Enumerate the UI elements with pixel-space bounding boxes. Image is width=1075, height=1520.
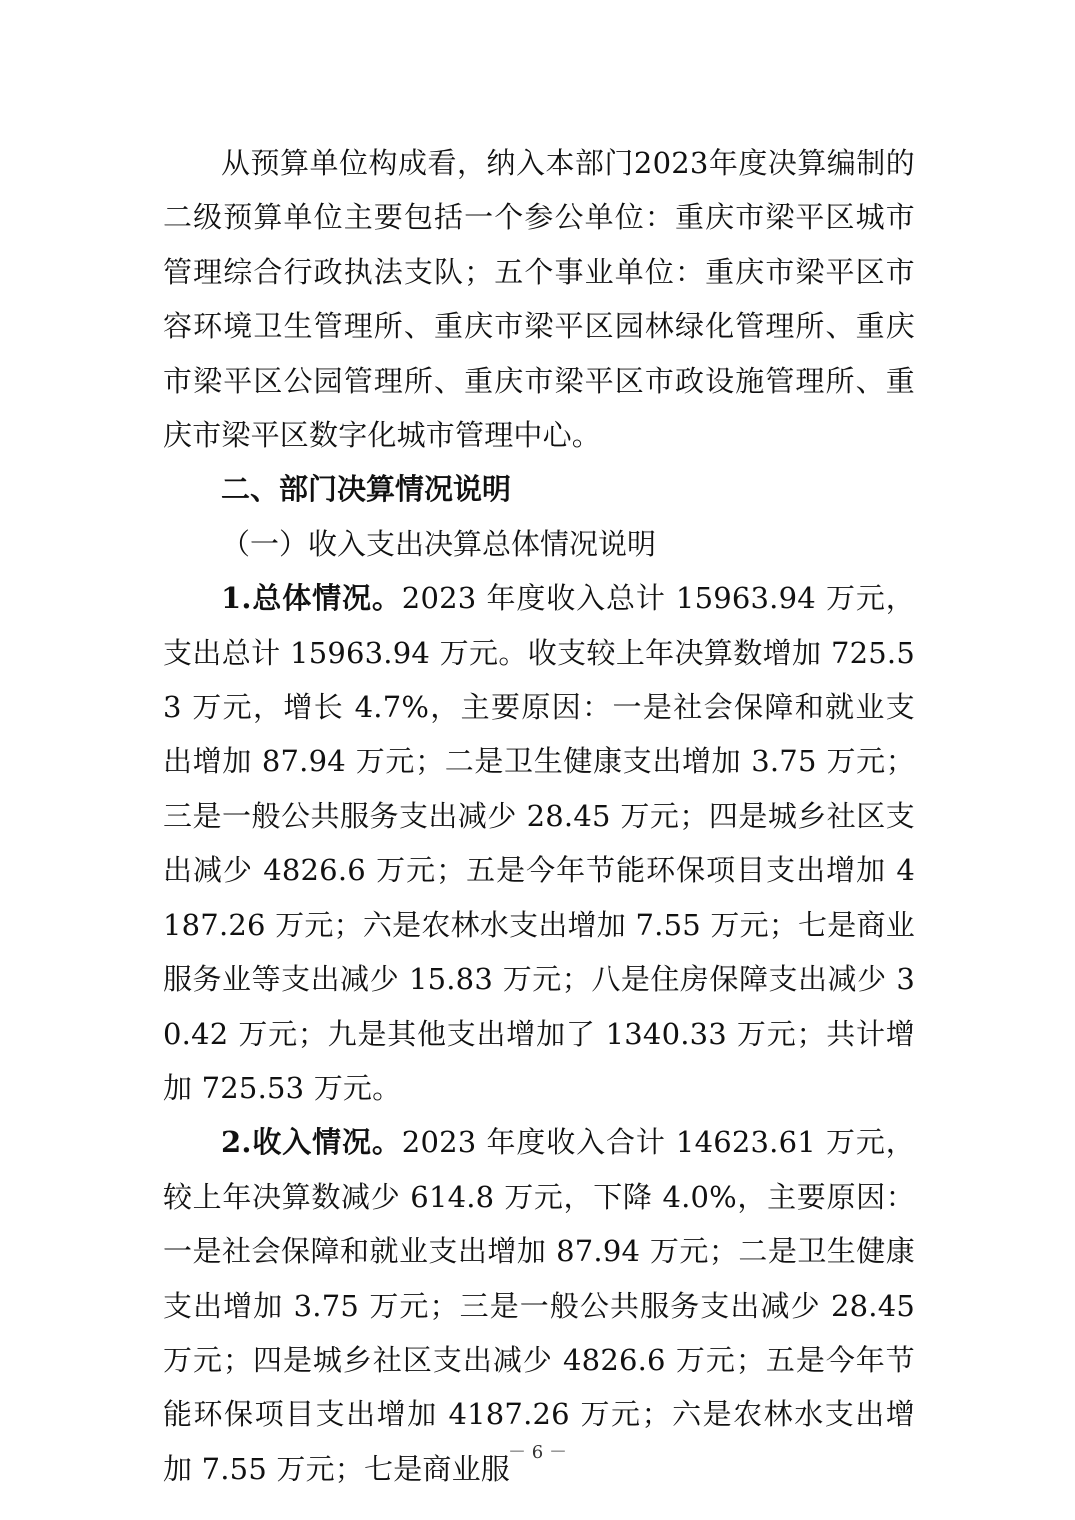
section-heading: 二、部门决算情况说明 (221, 472, 512, 507)
overall-situation-body: 2023 年度收入总计 15963.94 万元，支出总计 15963.94 万元。收支较上年决算数增加 725.53 万元，增长 4.7%，主要原因：一是社会保障和就业支出增加 87.94 万元；二是卫生健康支出增加 3.75 万元；三是一般公共服务支出减少 28.45 万元；四是城乡社区支出减少 4826.6 万元；五是今年节能环保项目支出增加 4187.26 万元；六是农林水支出增加 7.55 万元；七是商业服务业等支出减少 15.83 万元；八是住房保障支出减少 30.42 万元；九是其他支出增加了 1340.33 万元；共计增加 725.53 万元。 (163, 581, 915, 1105)
document-body (163, 136, 915, 1496)
overall-situation-lead: 1.总体情况。 (221, 581, 402, 616)
subsection-heading: （一）收入支出决算总体情况说明 (221, 526, 657, 561)
page-number: － 6 － (508, 1442, 567, 1463)
income-situation-lead: 2.收入情况。 (221, 1125, 402, 1160)
budget-units-paragraph: 从预算单位构成看，纳入本部门2023年度决算编制的二级预算单位主要包括一个参公单位：重庆市梁平区城市管理综合行政执法支队；五个事业单位：重庆市梁平区市容环境卫生管理所、重庆市梁平区园林绿化管理所、重庆市梁平区公园管理所、重庆市梁平区市政设施管理所、重庆市梁平区数字化城市管理中心。 (163, 146, 915, 453)
income-situation-body: 2023 年度收入合计 14623.61 万元，较上年决算数减少 614.8 万元，下降 4.0%，主要原因：一是社会保障和就业支出增加 87.94 万元；二是卫生健康支出增加 3.75 万元；三是一般公共服务支出减少 28.45 万元；四是城乡社区支出减少 4826.6 万元；五是今年节能环保项目支出增加 4187.26 万元；六是农林水支出增加 7.55 万元；七是商业服 (163, 1125, 915, 1486)
overall-situation-paragraph (163, 571, 915, 1115)
